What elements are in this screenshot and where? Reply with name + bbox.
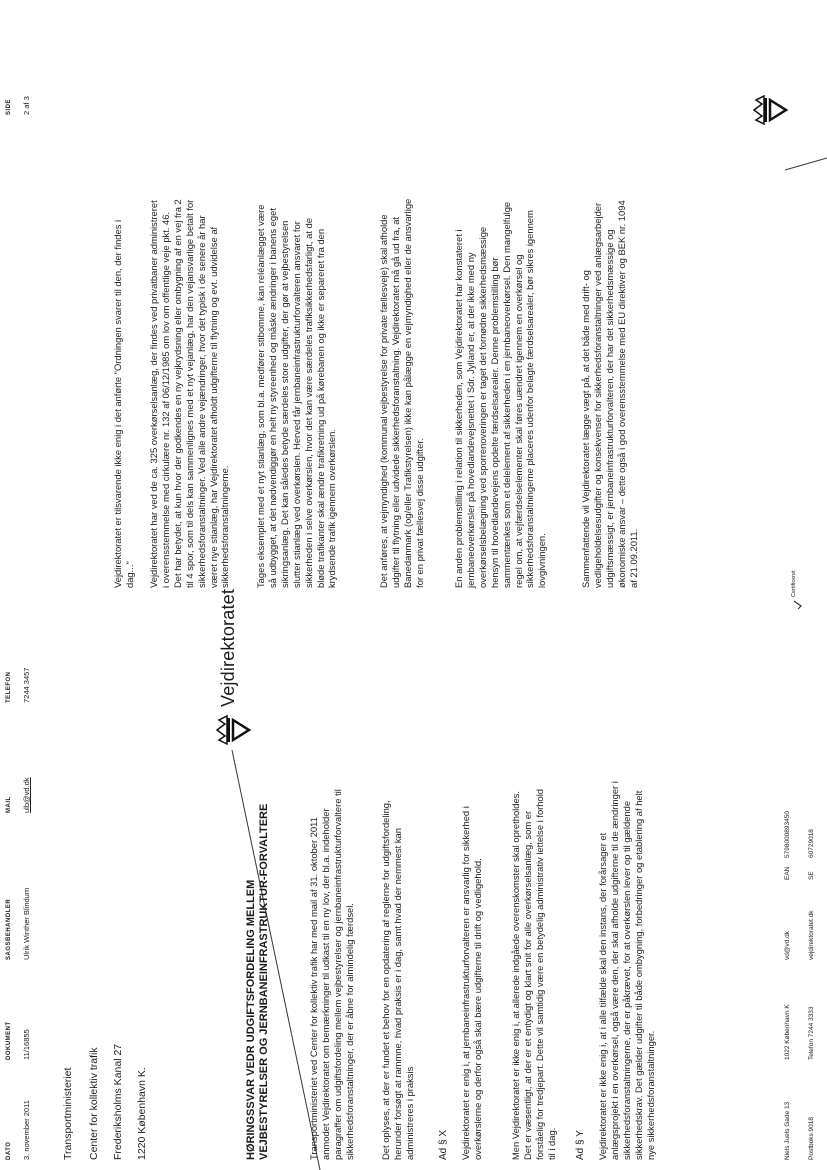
section-x-paragraph-1: Vejdirektoratet er enig i, at jernbaneinfrastrukturforvalteren er ansvarlig for sikkerhed i overkørslerne og derfor også skal bære udgifterne til drift og vedligehold. — [460, 806, 483, 1160]
footer-phone: Telefon 7244 3333 — [808, 1006, 815, 1060]
intro-paragraph-1: Transportministeriet ved Center for kollektiv trafik har med mail af 31. oktober 2011 anmodet Vejdirektoratet om bemærkninger til udkast til en ny lov, der bl.a. indeholder paragraffer om udgiftsfordeling mellem vejbestyrelser og jernbaneinfrastrukturforvaltere til sikkerhedsforanstaltninger, der er åbne for almindelig færdsel. — [308, 789, 355, 1160]
page-label: SIDE — [6, 98, 12, 115]
date-value: 3. november 2011 — [22, 1100, 31, 1160]
right-paragraph-1: Vejdirektoratet er tilsvarende ikke enig i det anførte "Ordningen svarer til den, der findes i dag..." — [112, 219, 135, 588]
footer-ean: 5798000893450 — [784, 811, 791, 858]
footer-se-label: SE — [808, 871, 815, 880]
crown-logo-small-icon — [750, 90, 790, 130]
phone-label: TELEFON — [6, 671, 12, 703]
case-officer-value: Ulrik Winther Blindum — [22, 887, 31, 960]
logo-wordmark: Vejdirektoratet — [218, 588, 238, 707]
section-heading-x: Ad § X — [438, 1129, 449, 1160]
mail-link[interactable]: ulb@vd.dk — [22, 777, 31, 813]
section-x-paragraph-2: Men Vejdirektoratet er ikke enig i, at allerede indgåede overenskomster skal opretholdes. Det er væsentligt, at der er et entydigt og klart snit for alle overkørselsanlæg, som er forståelig for tredjepart. Dette vil samtidig være en betydelig administrativ lettelse i forhold til i dag. — [510, 788, 557, 1160]
document-value: 11/16855 — [22, 1029, 31, 1060]
footer-address: Niels Juels Gade 13 — [784, 1101, 791, 1160]
page-value: 2 af 3 — [22, 96, 31, 115]
footer-se: 60729018 — [808, 829, 815, 858]
phone-value: 7244 3457 — [22, 667, 31, 703]
crown-logo-icon — [213, 710, 253, 750]
document-label: DOKUMENT — [6, 1021, 12, 1060]
right-paragraph-4: Det anføres, at vejmyndighed (kommunal vejbestyrelse for private fællesveje) skal afholde udgifter til flytning eller udvidede sikkerhedsforanstaltning. Vejdirektoratet må gå ud fra, at Banedanmark (og/eller Trafikstyrelsen) ikke kan pålægge en vejmyndighed eller de ansvarlige for en privat fællesvej disse udgifter. — [378, 198, 425, 588]
footer-city: 1022 København K — [784, 1004, 791, 1060]
recipient-line-1: Transportministeriet — [62, 1067, 74, 1160]
intro-paragraph-2: Det oplyses, at der er fundet et behov for en opdatering af reglerne for udgiftsfordeling, herunder forsøgt at rammne, hvad praksis er i dag, samt hvad der nemmest kan administreres i praksis — [380, 800, 415, 1160]
recipient-line-3: Frederiksholms Kanal 27 — [112, 1043, 124, 1160]
date-label: DATO — [6, 1141, 12, 1160]
section-heading-y: Ad § Y — [575, 1130, 586, 1160]
right-paragraph-3: Tages eksemplet med et nyt stianlæg, som bl.a. medfører stibomme, kan reléanlægget være så udbygget, at det nødvendiggør en helt ny styreenhed og måske ændringer i banens eget sikringsanlæg. Det kan således betyde særdeles store udgifter, der gør at vejbestyrelsen slutter stianlæg ved overkørslen. Herved får jernbaneinfrastrukturforvalteren ansvaret for sikkerheden i selve overkørslen, hvor det kan være særdeles trafiksikkerhedsfarligt, at de bløde trafikanter skal ændre trafikretning ud på kørebanen og ikke er separeret fra den krydsende trafik igennem overkørslen. — [255, 204, 338, 588]
footer-web[interactable]: vejdirektoratet.dk — [808, 910, 815, 960]
footer-postbox: Postboks 9018 — [808, 1116, 815, 1160]
footer-ean-label: EAN — [784, 866, 791, 880]
recipient-line-4: 1220 København K. — [136, 1067, 148, 1160]
section-y-paragraph-1: Vejdirektoratet er ikke enig i, at i alle tilfælde skal den instans, der forårsager et anlægsprojekt i en overkørsel, også være den, der skal afholde udgifterne til de ændringer i sikkerhedsforanstaltningerne, der er påkrævet, for at overkørslen lever op til gældende sikkerhedskrav. Det gælder udgifter til både ombygning, forbedringer og etablering af helt nye sikkerhedsforanstaltninger. — [597, 781, 656, 1160]
mail-label: MAIL — [6, 796, 12, 813]
right-paragraph-2: Vejdirektoratet har ved de ca. 325 overkørselsanlæg, der findes ved privatbaner administreret i overensstemmelse med cirkulære nr. 132 af 06/12/1985 om lov om offentlige veje pkt. 46. Det har betydet, at kun hvor der godkendes en ny vejkrydsning eller ombygning af en vej fra 2 til 4 spor, som til dels kan sammenlignes med et nyt vejanlæg, har den vejansvarlige betalt for sikkerhedsforanstaltninger. Ved alle andre vejændringer, hvor det typisk i de senere år har været nye stianlæg, har Vejdirektoratet afholdt udgifterne til flytning og evt. udvidelse af sikkerhedsforanstaltningerne. — [148, 199, 231, 588]
recipient-line-2: Center for kollektiv trafik — [88, 1047, 100, 1160]
case-officer-label: SAGSBEHANDLER — [6, 898, 12, 960]
letter-title: HØRINGSSVAR VEDR UDGIFTSFORDELING MELLEM VEJBESTYRELSER OG JERNBANEINFRASTRUKTUR-FORVALTERE — [245, 803, 270, 1160]
right-paragraph-5: En anden problemstilling i relation til sikkerheden, som Vejdirektoratet har konstateret i jernbaneoverkørsler på hovedlandevejsnettet i Sdr. Jylland er, at der ikke med ny overkørselsbelægning ved sporrenoveringen er taget det fornødne sikkerhedsmæssige hensyn til hovedlandevejens opdelte færdselsarealer. Denne problemstilling bør sammentænkes som et delelement af sikkerheden i en jernbaneoverkørsel. Den mangelfulge regel om, at vejfærdselselementer skal føres uændret igennem en overkørsel og sikkerhedsforanstaltningerne placeres udenfor belagte færdselsarealer, bør sikres igennem lovgivningen. — [453, 201, 548, 588]
footer-mail[interactable]: vd@vd.dk — [784, 931, 791, 960]
footer-certification: Certificeret — [791, 570, 797, 597]
certification-icon — [790, 600, 800, 610]
right-diagonal-line — [785, 158, 827, 170]
right-paragraph-6: Sammenfattende vil Vejdirektoratet lægge vægt på, at det både med drift- og vedligeholdelsesudgifter og konsekvenser for sikkerhedsforanstaltninger ved anlægsarbejder udgiftsmæssigt, er jernbaneinfrastrukturforvalteren, der har det sikkerhedsmæssige og økonomiske ansvar – dette også i god overensstemmelse med EU direktiver og BEK nr. 1094 af 21.09.2011. — [580, 200, 639, 588]
